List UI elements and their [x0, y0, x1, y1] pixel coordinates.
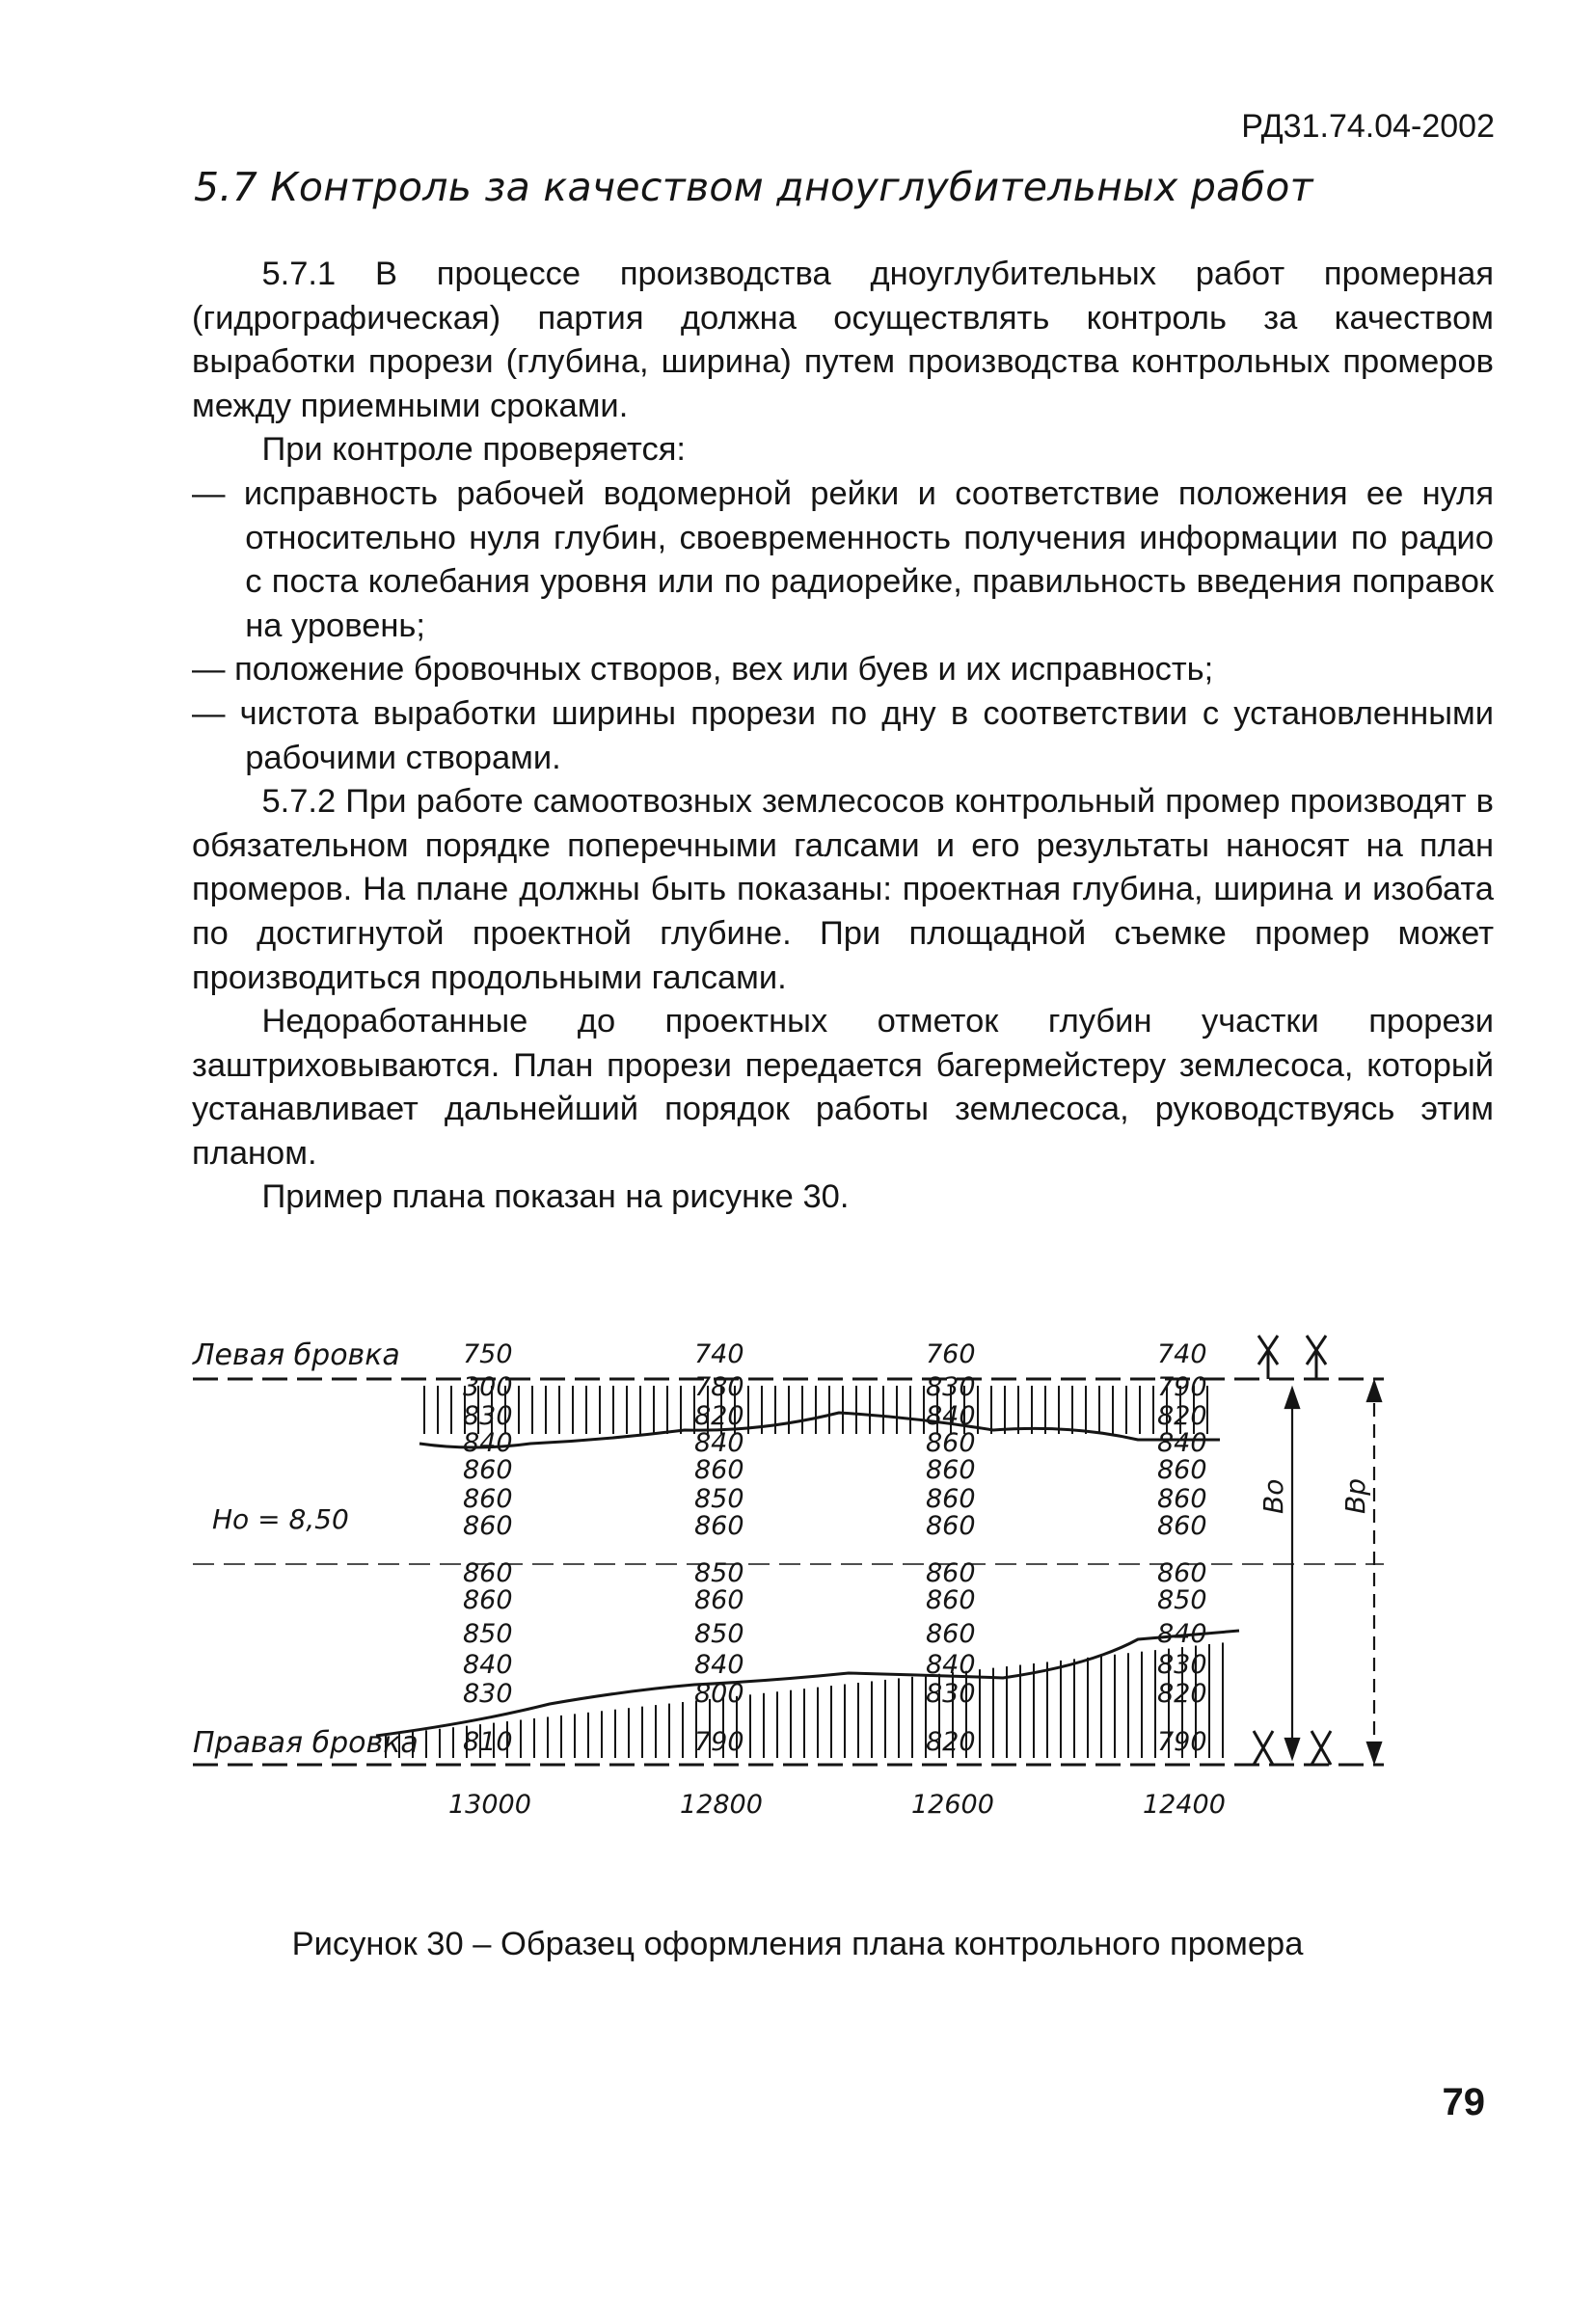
right-bank-label: Правая бровка [193, 1726, 419, 1760]
sounding-value: 780 [694, 1372, 744, 1402]
upper-hatching [424, 1386, 1207, 1434]
sounding-value: 840 [1157, 1428, 1207, 1458]
sounding-value: 830 [1157, 1650, 1207, 1680]
sounding-value: 840 [463, 1428, 513, 1458]
design-depth-label: Hо = 8,50 [212, 1503, 349, 1535]
sounding-value: 830 [463, 1679, 513, 1709]
sounding-value: 860 [926, 1484, 976, 1514]
sounding-value: 830 [926, 1679, 976, 1709]
profile-top-depth: 740 [694, 1339, 744, 1369]
sounding-value: 840 [694, 1428, 744, 1458]
sounding-value: 840 [694, 1650, 744, 1680]
sounding-value: 860 [463, 1511, 513, 1541]
sounding-value: 860 [926, 1455, 976, 1485]
sounding-value: 860 [463, 1558, 513, 1588]
sounding-value: 860 [694, 1455, 744, 1485]
sounding-value: 860 [694, 1585, 744, 1615]
figure-30 [183, 1307, 1437, 1856]
sounding-value: 860 [463, 1455, 513, 1485]
section-title: 5.7 Контроль за качеством дноуглубительных работ [194, 164, 1313, 210]
paragraph-5-7-2: 5.7.2 При работе самоотвозных землесосов контрольный промер производят в обязательном порядке поперечными галсами и его результаты наносят на план промеров. На плане должны быть показаны: проектная глубина, ширина и изобата по достигнутой проектной глубине. При площадной съемке промер может производиться продольными галсами. [192, 783, 1494, 996]
sounding-value: 830 [926, 1372, 976, 1402]
bp-width-label: Bр [1339, 1478, 1371, 1514]
sounding-value: 860 [1157, 1455, 1207, 1485]
sounding-value: 860 [463, 1585, 513, 1615]
sounding-value: 840 [463, 1650, 513, 1680]
sounding-value: 860 [926, 1511, 976, 1541]
sounding-value: 850 [694, 1558, 744, 1588]
sounding-value: 860 [1157, 1484, 1207, 1514]
profile-station: 13000 [448, 1790, 531, 1820]
sounding-value: 830 [463, 1401, 513, 1431]
body-text [192, 253, 1494, 1220]
sounding-value: 860 [926, 1585, 976, 1615]
sounding-value: 800 [694, 1679, 744, 1709]
sounding-value: 860 [463, 1484, 513, 1514]
list-item-gauge: — исправность рабочей водомерной рейки и соответствие положения ее нуля относительно нуля глубин, своевременность получения информации по радио с поста колебания уровня или по радиорейке, правильность введения поправок на уровень; [192, 474, 1494, 644]
sounding-value: 860 [1157, 1558, 1207, 1588]
figure-caption: Рисунок 30 – Образец оформления плана контрольного промера [291, 1926, 1304, 1962]
profile-station: 12400 [1143, 1790, 1226, 1820]
width-dimensions [1285, 1382, 1381, 1762]
sounding-value: 860 [1157, 1511, 1207, 1541]
sounding-value: 860 [694, 1511, 744, 1541]
sounding-value: 850 [694, 1619, 744, 1649]
paragraph-checks-intro: При контроле проверяется: [261, 431, 686, 469]
profile-station: 12800 [680, 1790, 763, 1820]
list-item-width: — чистота выработки ширины прорези по дну в соответствии с установленными рабочими створами. [192, 694, 1494, 776]
left-bank-label: Левая бровка [193, 1338, 400, 1372]
sounding-value: 790 [1157, 1727, 1207, 1757]
list-item-ranges: — положение бровочных створов, вех или буев и их исправность; [192, 651, 1214, 689]
sounding-value: 850 [694, 1484, 744, 1514]
sounding-value: 820 [926, 1727, 976, 1757]
profile-top-depth: 740 [1157, 1339, 1207, 1369]
sounding-value: 810 [463, 1727, 513, 1757]
sounding-value: 300 [463, 1372, 513, 1402]
control-sounding-plan [183, 1307, 1437, 1856]
sounding-value: 820 [694, 1401, 744, 1431]
sounding-value: 820 [1157, 1401, 1207, 1431]
sounding-value: 840 [1157, 1619, 1207, 1649]
paragraph-example: Пример плана показан на рисунке 30. [261, 1178, 850, 1216]
document-code: РД31.74.04-2002 [1241, 108, 1495, 145]
profile-station: 12600 [911, 1790, 994, 1820]
sounding-value: 860 [926, 1619, 976, 1649]
sounding-profiles [448, 1339, 1226, 1820]
sounding-value: 790 [694, 1727, 744, 1757]
sounding-value: 820 [1157, 1679, 1207, 1709]
profile-top-depth: 750 [463, 1339, 513, 1369]
sounding-value: 850 [1157, 1585, 1207, 1615]
sounding-value: 840 [926, 1401, 976, 1431]
sounding-value: 860 [926, 1428, 976, 1458]
sounding-value: 860 [926, 1558, 976, 1588]
left-bank-range-marks [1258, 1336, 1326, 1379]
bo-width-label: Bо [1257, 1478, 1289, 1514]
paragraph-hatching: Недоработанные до проектных отметок глубин участки прорези заштриховываются. План прорези передается багермейстеру землесоса, который устанавливает дальнейший порядок работы землесоса, руководствуясь этим планом. [192, 1003, 1494, 1172]
paragraph-5-7-1: 5.7.1 В процессе производства дноуглубительных работ промерная (гидрографическая) партия должна осуществлять контроль за качеством выработки прорези (глубина, ширина) путем производства контрольных промеров между приемными сроками. [192, 256, 1494, 424]
page-number: 79 [1442, 2081, 1485, 2123]
sounding-value: 790 [1157, 1372, 1207, 1402]
sounding-value: 850 [463, 1619, 513, 1649]
sounding-value: 840 [926, 1650, 976, 1680]
profile-top-depth: 760 [926, 1339, 976, 1369]
